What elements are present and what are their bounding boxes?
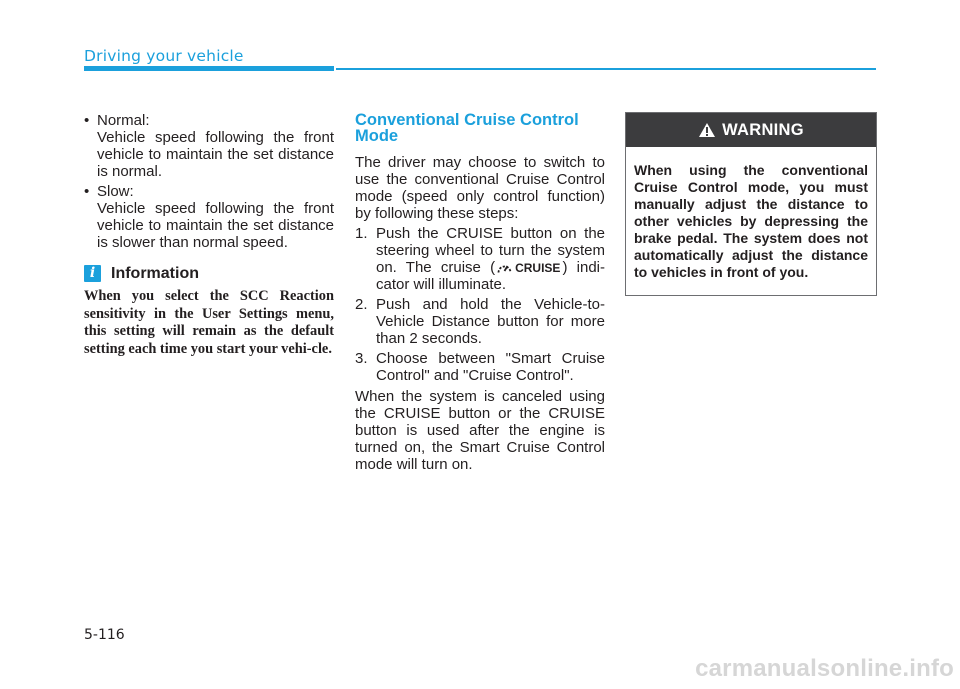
cruise-mode-heading: Conventional Cruise Control Mode xyxy=(355,111,579,145)
bullet-slow-label: Slow: xyxy=(97,183,134,200)
bullet-icon: • xyxy=(84,183,90,200)
warning-box xyxy=(625,112,877,296)
page-number: 5-116 xyxy=(84,627,125,643)
step-number: 2. xyxy=(355,296,368,313)
watermark: carmanualsonline.info xyxy=(695,655,954,682)
step-1 xyxy=(355,225,605,293)
bullet-normal-text: Vehicle speed following the front vehicle to maintain the set distance is normal. xyxy=(97,129,334,180)
bullet-normal xyxy=(84,112,334,180)
step-1-text-before: Push the CRUISE button on the steering wheel to turn the system on. The cruise ( xyxy=(376,225,605,276)
information-title: Information xyxy=(111,265,199,282)
step-text: Push and hold the Vehicle-to-Vehicle Distance button for more than 2 seconds. xyxy=(376,296,605,347)
warning-body: When using the conventional Cruise Control mode, you must manually adjust the distance to other vehicles by depressing the brake pedal. The system does not automatically adjust the distance to vehicles in front of you. xyxy=(634,162,868,280)
info-icon: i xyxy=(84,265,101,282)
cruise-mode-intro: The driver may choose to switch to use the conventional Cruise Control mode (speed only control function) by following these steps: xyxy=(355,154,605,222)
warning-title: WARNING xyxy=(722,120,804,139)
header-rule-thin xyxy=(336,68,876,70)
header-rule-thick xyxy=(84,66,334,71)
step-2 xyxy=(355,296,605,347)
bullet-slow-text: Vehicle speed following the front vehicle to maintain the set distance is slower than normal speed. xyxy=(97,200,334,251)
step-1-text-after: ) indi-cator will illuminate. xyxy=(376,259,605,293)
bullet-normal-label: Normal: xyxy=(97,112,150,129)
cruise-mode-closing: When the system is canceled using the CRUISE button or the CRUISE button is used after the engine is turned on, the Smart Cruise Control mode will turn on. xyxy=(355,388,605,473)
step-number: 3. xyxy=(355,350,368,367)
information-heading xyxy=(84,265,334,282)
bullet-slow xyxy=(84,183,334,251)
step-text: Choose between "Smart Cruise Control" and "Cruise Control". xyxy=(376,350,605,384)
cruise-indicator xyxy=(497,261,560,274)
warning-header xyxy=(626,113,876,147)
middle-column xyxy=(355,112,605,473)
speedometer-icon xyxy=(497,261,512,274)
left-column xyxy=(84,112,334,358)
information-body: When you select the SCC Reaction sensitivity in the User Settings menu, this setting will remain as the default setting each time you start your vehi-cle. xyxy=(84,288,334,357)
warning-triangle-icon xyxy=(698,122,716,138)
step-3 xyxy=(355,350,605,384)
bullet-icon: • xyxy=(84,112,90,129)
cruise-indicator-label: CRUISE xyxy=(515,260,561,275)
section-title: Driving your vehicle xyxy=(84,47,244,65)
step-number: 1. xyxy=(355,225,368,242)
step-text xyxy=(376,225,605,293)
